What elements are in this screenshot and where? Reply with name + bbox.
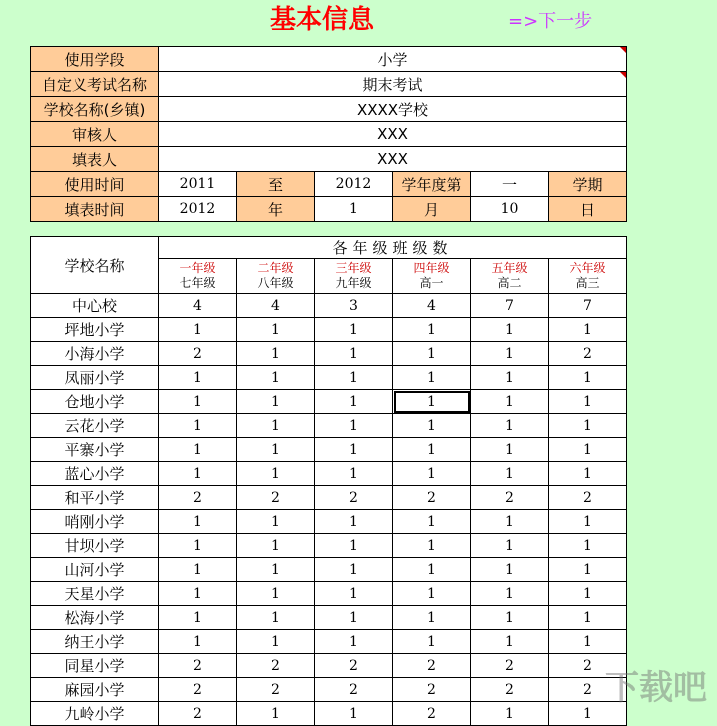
table-row [31,558,627,582]
class-count-cell[interactable]: 2 [471,654,549,678]
table-row [31,318,627,342]
grade-secondary-label: 九年级 [335,276,372,290]
class-count-cell[interactable]: 1 [315,702,393,726]
class-count-cell[interactable]: 1 [315,462,393,486]
class-count-cell[interactable]: 1 [159,606,237,630]
table-row [31,630,627,654]
class-count-cell[interactable]: 1 [471,438,549,462]
class-count-cell[interactable]: 4 [393,294,471,318]
class-count-cell[interactable]: 1 [471,462,549,486]
class-count-cell[interactable]: 1 [549,414,627,438]
school-name-cell[interactable]: 和平小学 [31,486,159,510]
class-count-cell[interactable]: 1 [159,318,237,342]
class-count-cell[interactable]: 2 [471,486,549,510]
school-name-cell[interactable]: 蓝心小学 [31,462,159,486]
class-count-cell[interactable]: 1 [393,414,471,438]
class-count-cell[interactable]: 1 [471,534,549,558]
class-count-cell[interactable]: 7 [471,294,549,318]
class-count-cell[interactable]: 1 [159,630,237,654]
class-count-cell[interactable]: 1 [549,702,627,726]
grade-secondary-label: 八年级 [257,276,294,290]
class-count-cell[interactable]: 2 [237,654,315,678]
fill-year-cell[interactable]: 2012 [159,197,237,222]
table-row [31,486,627,510]
fill-time-label[interactable]: 填表时间 [31,197,159,222]
reviewer-label[interactable]: 审核人 [31,122,159,147]
class-count-cell[interactable]: 1 [549,438,627,462]
class-count-cell[interactable]: 1 [315,630,393,654]
class-count-cell[interactable]: 2 [393,654,471,678]
use-to-label[interactable]: 至 [237,172,315,197]
grade-header[interactable] [315,259,393,294]
class-count-cell[interactable]: 1 [471,510,549,534]
class-count-cell[interactable]: 1 [393,606,471,630]
term-cell[interactable]: 一 [471,172,549,197]
grade-primary-label: 五年级 [491,261,528,275]
filler-label[interactable]: 填表人 [31,147,159,172]
class-count-cell[interactable]: 1 [471,702,549,726]
school-name-cell[interactable]: 松海小学 [31,606,159,630]
table-row [31,510,627,534]
class-count-cell[interactable]: 1 [393,510,471,534]
basic-info-table [30,46,627,222]
school-name-cell[interactable]: 云花小学 [31,414,159,438]
class-count-cell[interactable]: 2 [237,486,315,510]
class-count-cell[interactable]: 4 [159,294,237,318]
grade-class-count-header[interactable]: 各年级班级数 [159,237,627,259]
class-count-cell[interactable]: 1 [471,558,549,582]
class-count-cell[interactable]: 1 [237,558,315,582]
school-name-cell[interactable]: 麻园小学 [31,678,159,702]
class-count-cell[interactable]: 1 [393,438,471,462]
class-count-cell[interactable]: 1 [237,606,315,630]
class-count-cell[interactable]: 1 [237,438,315,462]
grade-secondary-label: 高一 [419,276,444,290]
grade-primary-label: 一年级 [179,261,216,275]
class-count-cell[interactable]: 2 [471,678,549,702]
class-count-cell[interactable]: 1 [237,342,315,366]
class-count-cell[interactable]: 1 [393,390,471,414]
school-name-cell[interactable]: 平寨小学 [31,438,159,462]
term-suffix-label[interactable]: 学期 [549,172,627,197]
class-count-cell[interactable]: 1 [471,342,549,366]
class-count-cell[interactable]: 1 [471,414,549,438]
class-count-cell[interactable]: 1 [237,318,315,342]
school-name-cell[interactable]: 山河小学 [31,558,159,582]
reviewer-cell[interactable]: XXX [159,122,627,147]
grade-primary-label: 二年级 [257,261,294,275]
class-count-cell[interactable]: 1 [549,366,627,390]
table-row [31,678,627,702]
class-count-cell[interactable]: 1 [393,342,471,366]
school-name-cell[interactable]: 天星小学 [31,582,159,606]
class-count-cell[interactable]: 1 [237,414,315,438]
table-row [31,438,627,462]
school-name-cell[interactable]: 凤丽小学 [31,366,159,390]
class-count-cell[interactable]: 2 [549,342,627,366]
class-count-cell[interactable]: 1 [237,462,315,486]
class-count-cell[interactable]: 1 [549,606,627,630]
class-count-cell[interactable]: 1 [549,318,627,342]
table-row [31,294,627,318]
class-count-cell[interactable]: 2 [549,678,627,702]
grade-header[interactable] [237,259,315,294]
grade-secondary-label: 七年级 [179,276,216,290]
class-count-cell[interactable]: 7 [549,294,627,318]
class-count-cell[interactable]: 1 [315,534,393,558]
class-count-cell[interactable]: 1 [393,366,471,390]
class-count-cell[interactable]: 1 [549,582,627,606]
school-name-cell[interactable]: 甘坝小学 [31,534,159,558]
table-row [31,462,627,486]
class-count-cell[interactable]: 1 [237,510,315,534]
class-count-cell[interactable]: 2 [159,342,237,366]
fill-month-cell[interactable]: 1 [315,197,393,222]
class-count-cell[interactable]: 2 [159,654,237,678]
year-label[interactable]: 年 [237,197,315,222]
class-count-cell[interactable]: 2 [159,486,237,510]
class-count-cell[interactable]: 2 [393,486,471,510]
class-count-cell[interactable]: 1 [315,606,393,630]
class-count-cell[interactable]: 1 [237,582,315,606]
class-count-cell[interactable]: 2 [315,678,393,702]
class-count-cell[interactable]: 1 [159,366,237,390]
school-name-cell[interactable]: 纳王小学 [31,630,159,654]
school-name-cell[interactable]: 九岭小学 [31,702,159,726]
class-count-cell[interactable]: 1 [471,582,549,606]
class-count-cell[interactable]: 2 [315,654,393,678]
grade-secondary-label: 高二 [497,276,522,290]
school-name-cell[interactable]: XXXX学校 [159,97,627,122]
exam-name-cell[interactable]: 期末考试 [159,72,627,97]
stage-label[interactable]: 使用学段 [31,47,159,72]
grade-header[interactable] [159,259,237,294]
table-row [31,342,627,366]
class-count-cell[interactable]: 1 [315,414,393,438]
class-count-cell[interactable]: 1 [159,462,237,486]
class-count-cell[interactable]: 1 [471,366,549,390]
class-count-cell[interactable]: 2 [549,654,627,678]
grade-header[interactable] [471,259,549,294]
table-row [31,654,627,678]
class-count-cell[interactable]: 1 [393,630,471,654]
table-row [31,606,627,630]
exam-name-label[interactable]: 自定义考试名称 [31,72,159,97]
class-count-cell[interactable]: 1 [393,582,471,606]
page-title: 基本信息 [270,5,375,35]
class-count-cell[interactable]: 1 [471,390,549,414]
school-name-header[interactable]: 学校名称 [31,237,159,294]
class-count-cell[interactable]: 1 [549,390,627,414]
class-count-cell[interactable]: 2 [159,678,237,702]
class-count-cell[interactable]: 3 [315,294,393,318]
school-name-cell[interactable]: 坪地小学 [31,318,159,342]
grade-header[interactable] [393,259,471,294]
grade-primary-label: 三年级 [335,261,372,275]
use-year-to-cell[interactable]: 2012 [315,172,393,197]
use-time-label[interactable]: 使用时间 [31,172,159,197]
month-label[interactable]: 月 [393,197,471,222]
class-count-cell[interactable]: 2 [393,678,471,702]
class-count-cell[interactable]: 1 [393,534,471,558]
class-count-cell[interactable]: 1 [159,582,237,606]
class-count-cell[interactable]: 1 [159,438,237,462]
school-name-cell[interactable]: 小海小学 [31,342,159,366]
class-count-cell[interactable]: 4 [237,294,315,318]
class-count-cell[interactable]: 1 [237,630,315,654]
table-row [31,534,627,558]
class-count-cell[interactable]: 1 [471,630,549,654]
class-count-cell[interactable]: 1 [393,558,471,582]
filler-cell[interactable]: XXX [159,147,627,172]
class-count-cell[interactable]: 1 [237,390,315,414]
class-count-cell[interactable]: 1 [471,318,549,342]
class-count-cell[interactable]: 2 [393,702,471,726]
term-prefix-label[interactable]: 学年度第 [393,172,471,197]
class-count-cell[interactable]: 2 [237,678,315,702]
table-row [31,366,627,390]
class-count-cell[interactable]: 1 [159,510,237,534]
school-name-cell[interactable]: 仓地小学 [31,390,159,414]
fill-day-cell[interactable]: 10 [471,197,549,222]
school-name-label[interactable]: 学校名称(乡镇) [31,97,159,122]
class-count-cell[interactable]: 1 [549,510,627,534]
grade-primary-label: 四年级 [413,261,450,275]
stage-cell[interactable]: 小学 [159,47,627,72]
class-count-cell[interactable]: 1 [315,366,393,390]
class-count-cell[interactable]: 2 [159,702,237,726]
grade-secondary-label: 高三 [575,276,600,290]
class-count-cell[interactable]: 2 [549,486,627,510]
class-count-cell[interactable]: 1 [159,534,237,558]
class-count-cell[interactable]: 1 [315,510,393,534]
class-count-cell[interactable]: 1 [471,606,549,630]
class-count-cell[interactable]: 1 [315,390,393,414]
class-count-cell[interactable]: 1 [237,366,315,390]
table-row [31,582,627,606]
grade-header[interactable] [549,259,627,294]
class-count-cell[interactable]: 1 [315,342,393,366]
class-count-cell[interactable]: 2 [315,486,393,510]
table-row [31,390,627,414]
class-count-cell[interactable]: 1 [549,630,627,654]
class-count-cell[interactable]: 1 [237,702,315,726]
class-count-cell[interactable]: 1 [549,462,627,486]
class-count-table [30,236,627,726]
table-row [31,414,627,438]
class-count-cell[interactable]: 1 [315,318,393,342]
next-step-link[interactable]: =>下一步 [508,11,593,32]
class-count-cell[interactable]: 1 [393,318,471,342]
class-count-cell[interactable]: 1 [549,558,627,582]
day-label[interactable]: 日 [549,197,627,222]
class-count-cell[interactable]: 1 [315,582,393,606]
class-count-cell[interactable]: 1 [549,534,627,558]
school-name-cell[interactable]: 中心校 [31,294,159,318]
grade-primary-label: 六年级 [569,261,606,275]
use-year-from-cell[interactable]: 2011 [159,172,237,197]
class-count-cell[interactable]: 1 [237,534,315,558]
class-count-cell[interactable]: 1 [159,414,237,438]
class-count-cell[interactable]: 1 [159,390,237,414]
class-count-cell[interactable]: 1 [393,462,471,486]
school-name-cell[interactable]: 哨刚小学 [31,510,159,534]
watermark-logo: 下载吧 [605,668,707,708]
class-count-cell[interactable]: 1 [315,558,393,582]
class-count-cell[interactable]: 1 [159,558,237,582]
class-count-cell[interactable]: 1 [315,438,393,462]
school-name-cell[interactable]: 同星小学 [31,654,159,678]
